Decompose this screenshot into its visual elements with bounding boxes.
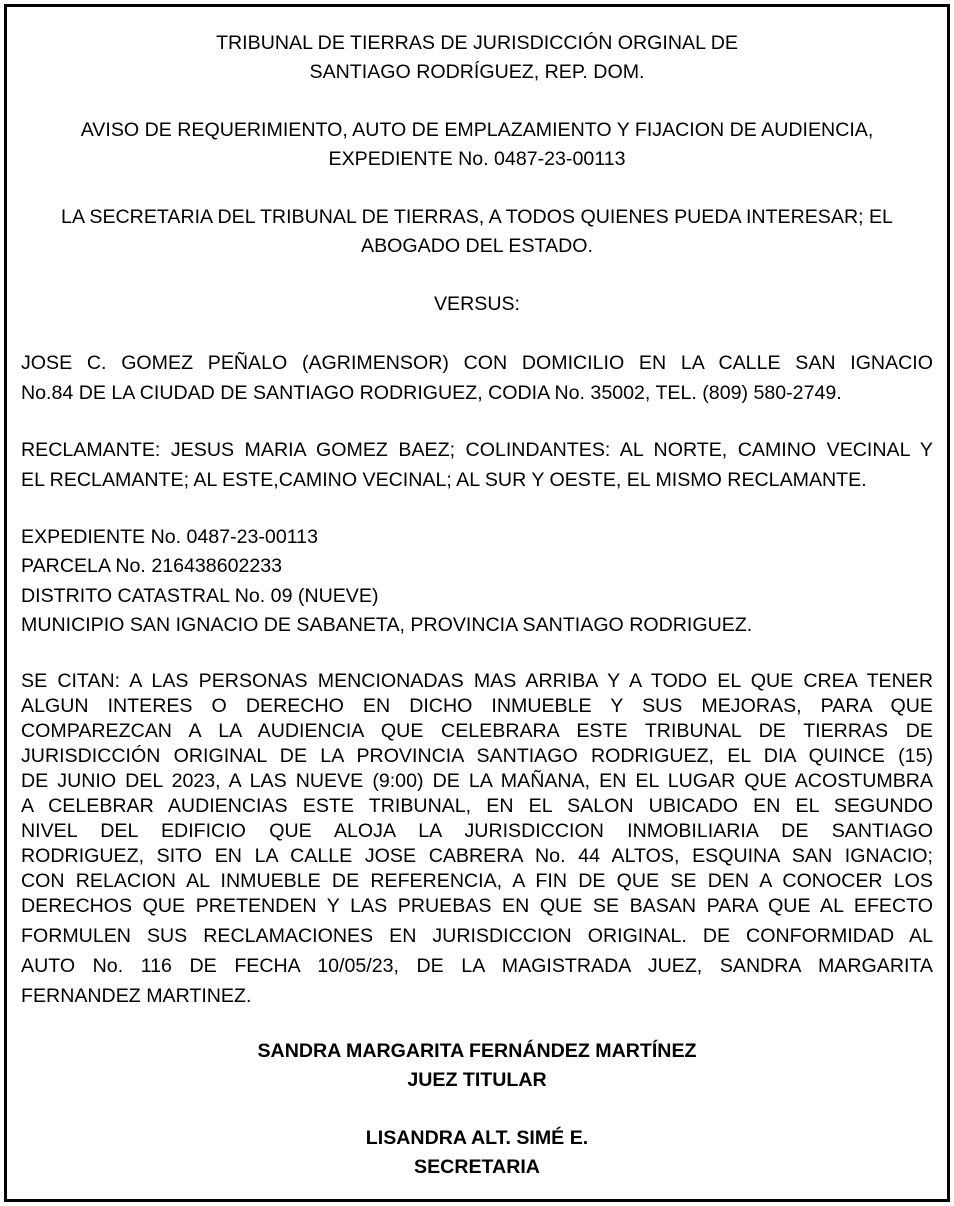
property-details [21, 523, 933, 640]
secretary-title: SECRETARIA [414, 1156, 540, 1178]
surveyor-line-2: No.84 DE LA CIUDAD DE SANTIAGO RODRIGUEZ, CODIA No. 35002, TEL. (809) 580-2749. [21, 382, 842, 404]
citation-line: COMPAREZCAN A LA AUDIENCIA QUE CELEBRARA ESTE TRIBUNAL DE TIERRAS DE [21, 720, 933, 742]
citation-paragraph [21, 669, 933, 919]
property-parcela: PARCELA No. 216438602233 [21, 555, 283, 578]
judge-title: JUEZ TITULAR [407, 1069, 547, 1091]
secretary-address-line-1: LA SECRETARIA DEL TRIBUNAL DE TIERRAS, A TODOS QUIENES PUEDA INTERESAR; EL [61, 206, 893, 228]
versus-label [23, 290, 931, 319]
surveyor-line-1: JOSE C. GOMEZ PEÑALO (AGRIMENSOR) CON DOMICILIO EN LA CALLE SAN IGNACIO [21, 352, 933, 374]
secretary-name: LISANDRA ALT. SIMÉ E. [365, 1127, 589, 1149]
claimant-line-1: RECLAMANTE: JESUS MARIA GOMEZ BAEZ; COLINDANTES: AL NORTE, CAMINO VECINAL Y [21, 439, 933, 461]
citation-line: A CELEBRAR AUDIENCIAS ESTE TRIBUNAL, EN EL SALON UBICADO EN EL SEGUNDO [21, 795, 933, 817]
secretary-signature [23, 1124, 931, 1182]
citation-tail-line: FORMULEN SUS RECLAMACIONES EN JURISDICCION ORIGINAL. DE CONFORMIDAD AL [21, 925, 933, 947]
citation-line: NIVEL DEL EDIFICIO QUE ALOJA LA JURISDICCION INMOBILIARIA DE SANTIAGO [21, 820, 933, 842]
surveyor-paragraph [21, 348, 933, 408]
judge-name: SANDRA MARGARITA FERNÁNDEZ MARTÍNEZ [257, 1040, 697, 1062]
citation-line: SE CITAN: A LAS PERSONAS MENCIONADAS MAS ARRIBA Y A TODO EL QUE CREA TENER [21, 670, 933, 692]
citation-tail-line: AUTO No. 116 DE FECHA 10/05/23, DE LA MAGISTRADA JUEZ, SANDRA MARGARITA [21, 955, 933, 977]
court-header-line-1: TRIBUNAL DE TIERRAS DE JURISDICCIÓN ORGINAL DE [216, 32, 738, 54]
citation-tail [21, 921, 933, 1011]
citation-line: DE JUNIO DEL 2023, A LAS NUEVE (9:00) DE LA MAÑANA, EN EL LUGAR QUE ACOSTUMBRA [21, 770, 933, 792]
secretary-address-line-2: ABOGADO DEL ESTADO. [361, 235, 593, 257]
property-municipio: MUNICIPIO SAN IGNACIO DE SABANETA, PROVINCIA SANTIAGO RODRIGUEZ. [21, 613, 753, 636]
claimant-paragraph [21, 435, 933, 495]
court-header [23, 29, 931, 87]
notice-title [23, 116, 931, 174]
notice-title-line-1: AVISO DE REQUERIMIENTO, AUTO DE EMPLAZAMIENTO Y FIJACION DE AUDIENCIA, [80, 119, 874, 141]
versus-text: VERSUS: [433, 293, 521, 315]
notice-title-line-2: EXPEDIENTE No. 0487-23-00113 [328, 148, 626, 170]
property-distrito: DISTRITO CATASTRAL No. 09 (NUEVE) [21, 584, 379, 607]
claimant-line-2: EL RECLAMANTE; AL ESTE,CAMINO VECINAL; AL SUR Y OESTE, EL MISMO RECLAMANTE. [21, 469, 867, 491]
property-expediente: EXPEDIENTE No. 0487-23-00113 [21, 526, 318, 548]
citation-line: ALGUN INTERES O DERECHO EN DICHO INMUEBLE Y SUS MEJORAS, PARA QUE [21, 695, 933, 717]
citation-line: RODRIGUEZ, SITO EN LA CALLE JOSE CABRERA No. 44 ALTOS, ESQUINA SAN IGNACIO; [21, 845, 933, 867]
citation-line: CON RELACION AL INMUEBLE DE REFERENCIA, A FIN DE QUE SE DEN A CONOCER LOS [21, 870, 933, 892]
court-header-line-2: SANTIAGO RODRÍGUEZ, REP. DOM. [309, 61, 645, 83]
judge-signature [23, 1037, 931, 1095]
notice-border [4, 4, 950, 1202]
citation-line: DERECHOS QUE PRETENDEN Y LAS PRUEBAS EN QUE SE BASAN PARA QUE AL EFECTO [21, 895, 933, 917]
secretary-address [23, 203, 931, 261]
citation-line: JURISDICCIÓN ORIGINAL DE LA PROVINCIA SANTIAGO RODRIGUEZ, EL DIA QUINCE (15) [21, 745, 933, 767]
citation-tail-line: FERNANDEZ MARTINEZ. [21, 985, 252, 1007]
